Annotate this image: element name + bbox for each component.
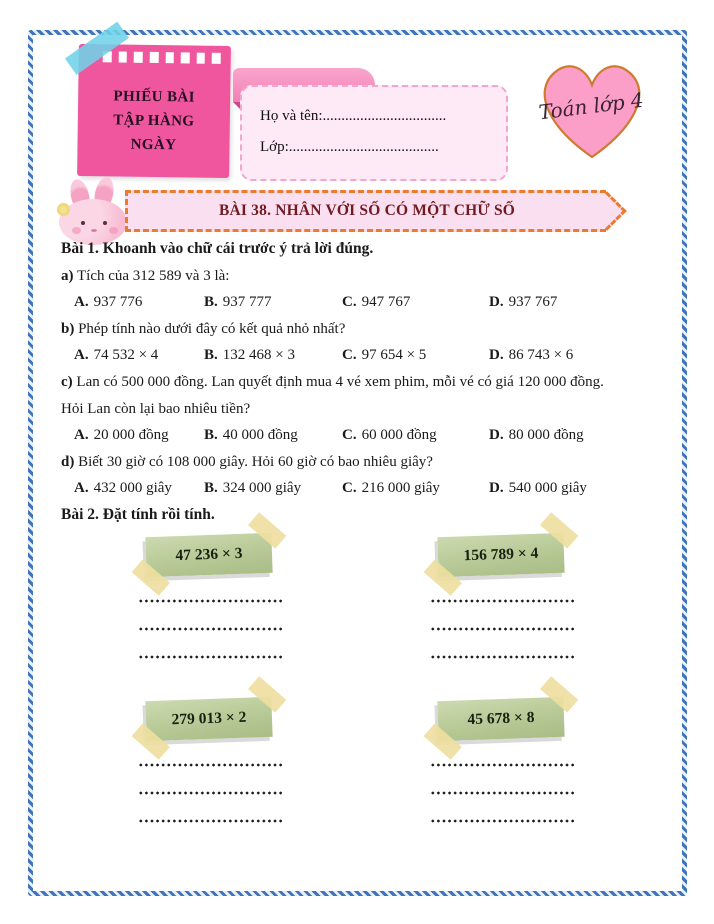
option xyxy=(74,475,204,502)
bunny-icon xyxy=(55,179,133,243)
question-text: Biết 30 giờ có 108 000 giây. Hỏi 60 giờ có bao nhiêu giây? xyxy=(78,453,433,470)
option-letter: C. xyxy=(342,347,357,364)
option xyxy=(74,422,204,449)
problem-cell xyxy=(138,533,288,683)
worksheet-content xyxy=(61,236,667,847)
option xyxy=(489,289,667,316)
option-letter: C. xyxy=(342,427,357,444)
problem-label: 45 678 × 8 xyxy=(437,696,564,740)
problem-label: 279 013 × 2 xyxy=(145,696,272,740)
problem-cell xyxy=(430,697,580,847)
note-title-line: PHIẾU BÀI xyxy=(113,88,196,106)
option-letter: D. xyxy=(489,294,504,311)
option xyxy=(342,342,489,369)
option-value: 86 743 × 6 xyxy=(508,347,574,364)
question-d-prompt xyxy=(61,449,667,476)
option-letter: B. xyxy=(204,480,218,497)
option-letter: B. xyxy=(204,347,218,364)
note-title xyxy=(77,84,230,158)
note-title-line: NGÀY xyxy=(130,136,177,154)
bunny-eye xyxy=(103,221,107,225)
exercise2-heading: Bài 2. Đặt tính rồi tính. xyxy=(61,505,215,523)
page-frame xyxy=(28,30,687,896)
option-letter: D. xyxy=(489,427,504,444)
film-perforation xyxy=(165,52,174,63)
banner-arrow-tip xyxy=(587,191,627,231)
option-letter: C. xyxy=(342,480,357,497)
flower-icon xyxy=(57,203,70,216)
banner-title: BÀI 38. NHÂN VỚI SỐ CÓ MỘT CHỮ SỐ xyxy=(218,202,516,219)
exercise2-grid xyxy=(61,533,667,847)
option xyxy=(204,289,342,316)
class-line: Lớp:........................................ xyxy=(260,139,439,155)
option xyxy=(342,475,489,502)
option-value: 80 000 đồng xyxy=(508,427,584,444)
answer-dotted-line xyxy=(430,627,576,631)
worksheet-page xyxy=(33,35,682,891)
option-value: 937 767 xyxy=(508,294,558,311)
options-row-d xyxy=(61,475,667,502)
bunny-cheek xyxy=(109,227,118,234)
option-letter: D. xyxy=(489,347,504,364)
option xyxy=(74,289,204,316)
question-c-prompt-line2: Hỏi Lan còn lại bao nhiêu tiền? xyxy=(61,400,251,417)
option-value: 20 000 đồng xyxy=(93,427,169,444)
option-value: 74 532 × 4 xyxy=(93,347,159,364)
option-value: 947 767 xyxy=(361,294,411,311)
option-letter: C. xyxy=(342,294,357,311)
option-value: 40 000 đồng xyxy=(222,427,298,444)
option-value: 132 468 × 3 xyxy=(222,347,295,364)
answer-dotted-line xyxy=(138,819,284,823)
answer-dotted-line xyxy=(430,791,576,795)
option-letter: A. xyxy=(74,427,89,444)
option-value: 540 000 giây xyxy=(508,480,587,497)
problem-label: 156 789 × 4 xyxy=(437,532,564,576)
problem-label: 47 236 × 3 xyxy=(145,532,272,576)
question-text: Phép tính nào dưới đây có kết quả nhỏ nhất? xyxy=(78,320,346,337)
option xyxy=(204,342,342,369)
option xyxy=(342,289,489,316)
answer-dotted-line xyxy=(138,763,284,767)
option xyxy=(204,475,342,502)
option-letter: B. xyxy=(204,294,218,311)
answer-dotted-line xyxy=(138,791,284,795)
question-b-prompt xyxy=(61,316,667,343)
problem-cell xyxy=(138,697,288,847)
question-prefix: d) xyxy=(61,453,75,470)
answer-dotted-line xyxy=(138,627,284,631)
options-row-b xyxy=(61,342,667,369)
option-value: 324 000 giây xyxy=(222,480,302,497)
option-value: 97 654 × 5 xyxy=(361,347,427,364)
option-value: 60 000 đồng xyxy=(361,427,437,444)
option xyxy=(204,422,342,449)
option-letter: A. xyxy=(74,294,89,311)
lesson-banner xyxy=(125,190,606,232)
sticky-note xyxy=(77,44,231,178)
option-value: 216 000 giây xyxy=(361,480,440,497)
heart-badge xyxy=(528,53,656,167)
film-perforation xyxy=(181,52,190,63)
film-perforation xyxy=(134,52,143,63)
answer-dotted-line xyxy=(430,763,576,767)
bunny-cheek xyxy=(72,227,81,234)
question-text: Tích của 312 589 và 3 là: xyxy=(76,267,230,284)
option xyxy=(489,475,667,502)
answer-dotted-line xyxy=(430,655,576,659)
answer-dotted-line xyxy=(430,819,576,823)
option xyxy=(489,422,667,449)
option xyxy=(74,342,204,369)
option-letter: B. xyxy=(204,427,218,444)
option-value: 937 777 xyxy=(222,294,272,311)
question-prefix: b) xyxy=(61,320,75,337)
heart-label: Toán lớp 4 xyxy=(537,87,645,125)
question-c-prompt xyxy=(61,369,667,396)
film-perforation xyxy=(150,52,159,63)
options-row-a xyxy=(61,289,667,316)
question-text: Lan có 500 000 đồng. Lan quyết định mua 4 vé xem phim, mỗi vé có giá 120 000 đồng. xyxy=(76,373,604,390)
film-perforation xyxy=(118,51,127,62)
film-perforation xyxy=(196,53,205,64)
options-row-c xyxy=(61,422,667,449)
question-prefix: a) xyxy=(61,267,74,284)
option xyxy=(489,342,667,369)
answer-dotted-line xyxy=(138,655,284,659)
heart-icon xyxy=(528,53,656,167)
option-letter: A. xyxy=(74,480,89,497)
exercise1-heading: Bài 1. Khoanh vào chữ cái trước ý trả lời đúng. xyxy=(61,240,374,257)
option-letter: D. xyxy=(489,480,504,497)
answer-dotted-line xyxy=(430,599,576,603)
bunny-mouth xyxy=(91,229,97,232)
note-title-line: TẬP HÀNG xyxy=(113,112,195,130)
name-line: Họ và tên:................................. xyxy=(260,108,447,124)
bunny-eye xyxy=(81,221,85,225)
name-box xyxy=(240,85,508,181)
question-prefix: c) xyxy=(61,373,73,390)
option-value: 432 000 giây xyxy=(93,480,172,497)
problem-cell xyxy=(430,533,580,683)
film-perforation xyxy=(212,53,221,64)
answer-dotted-line xyxy=(138,599,284,603)
option-value: 937 776 xyxy=(93,294,143,311)
option-letter: A. xyxy=(74,347,89,364)
option xyxy=(342,422,489,449)
question-a-prompt xyxy=(61,263,667,290)
